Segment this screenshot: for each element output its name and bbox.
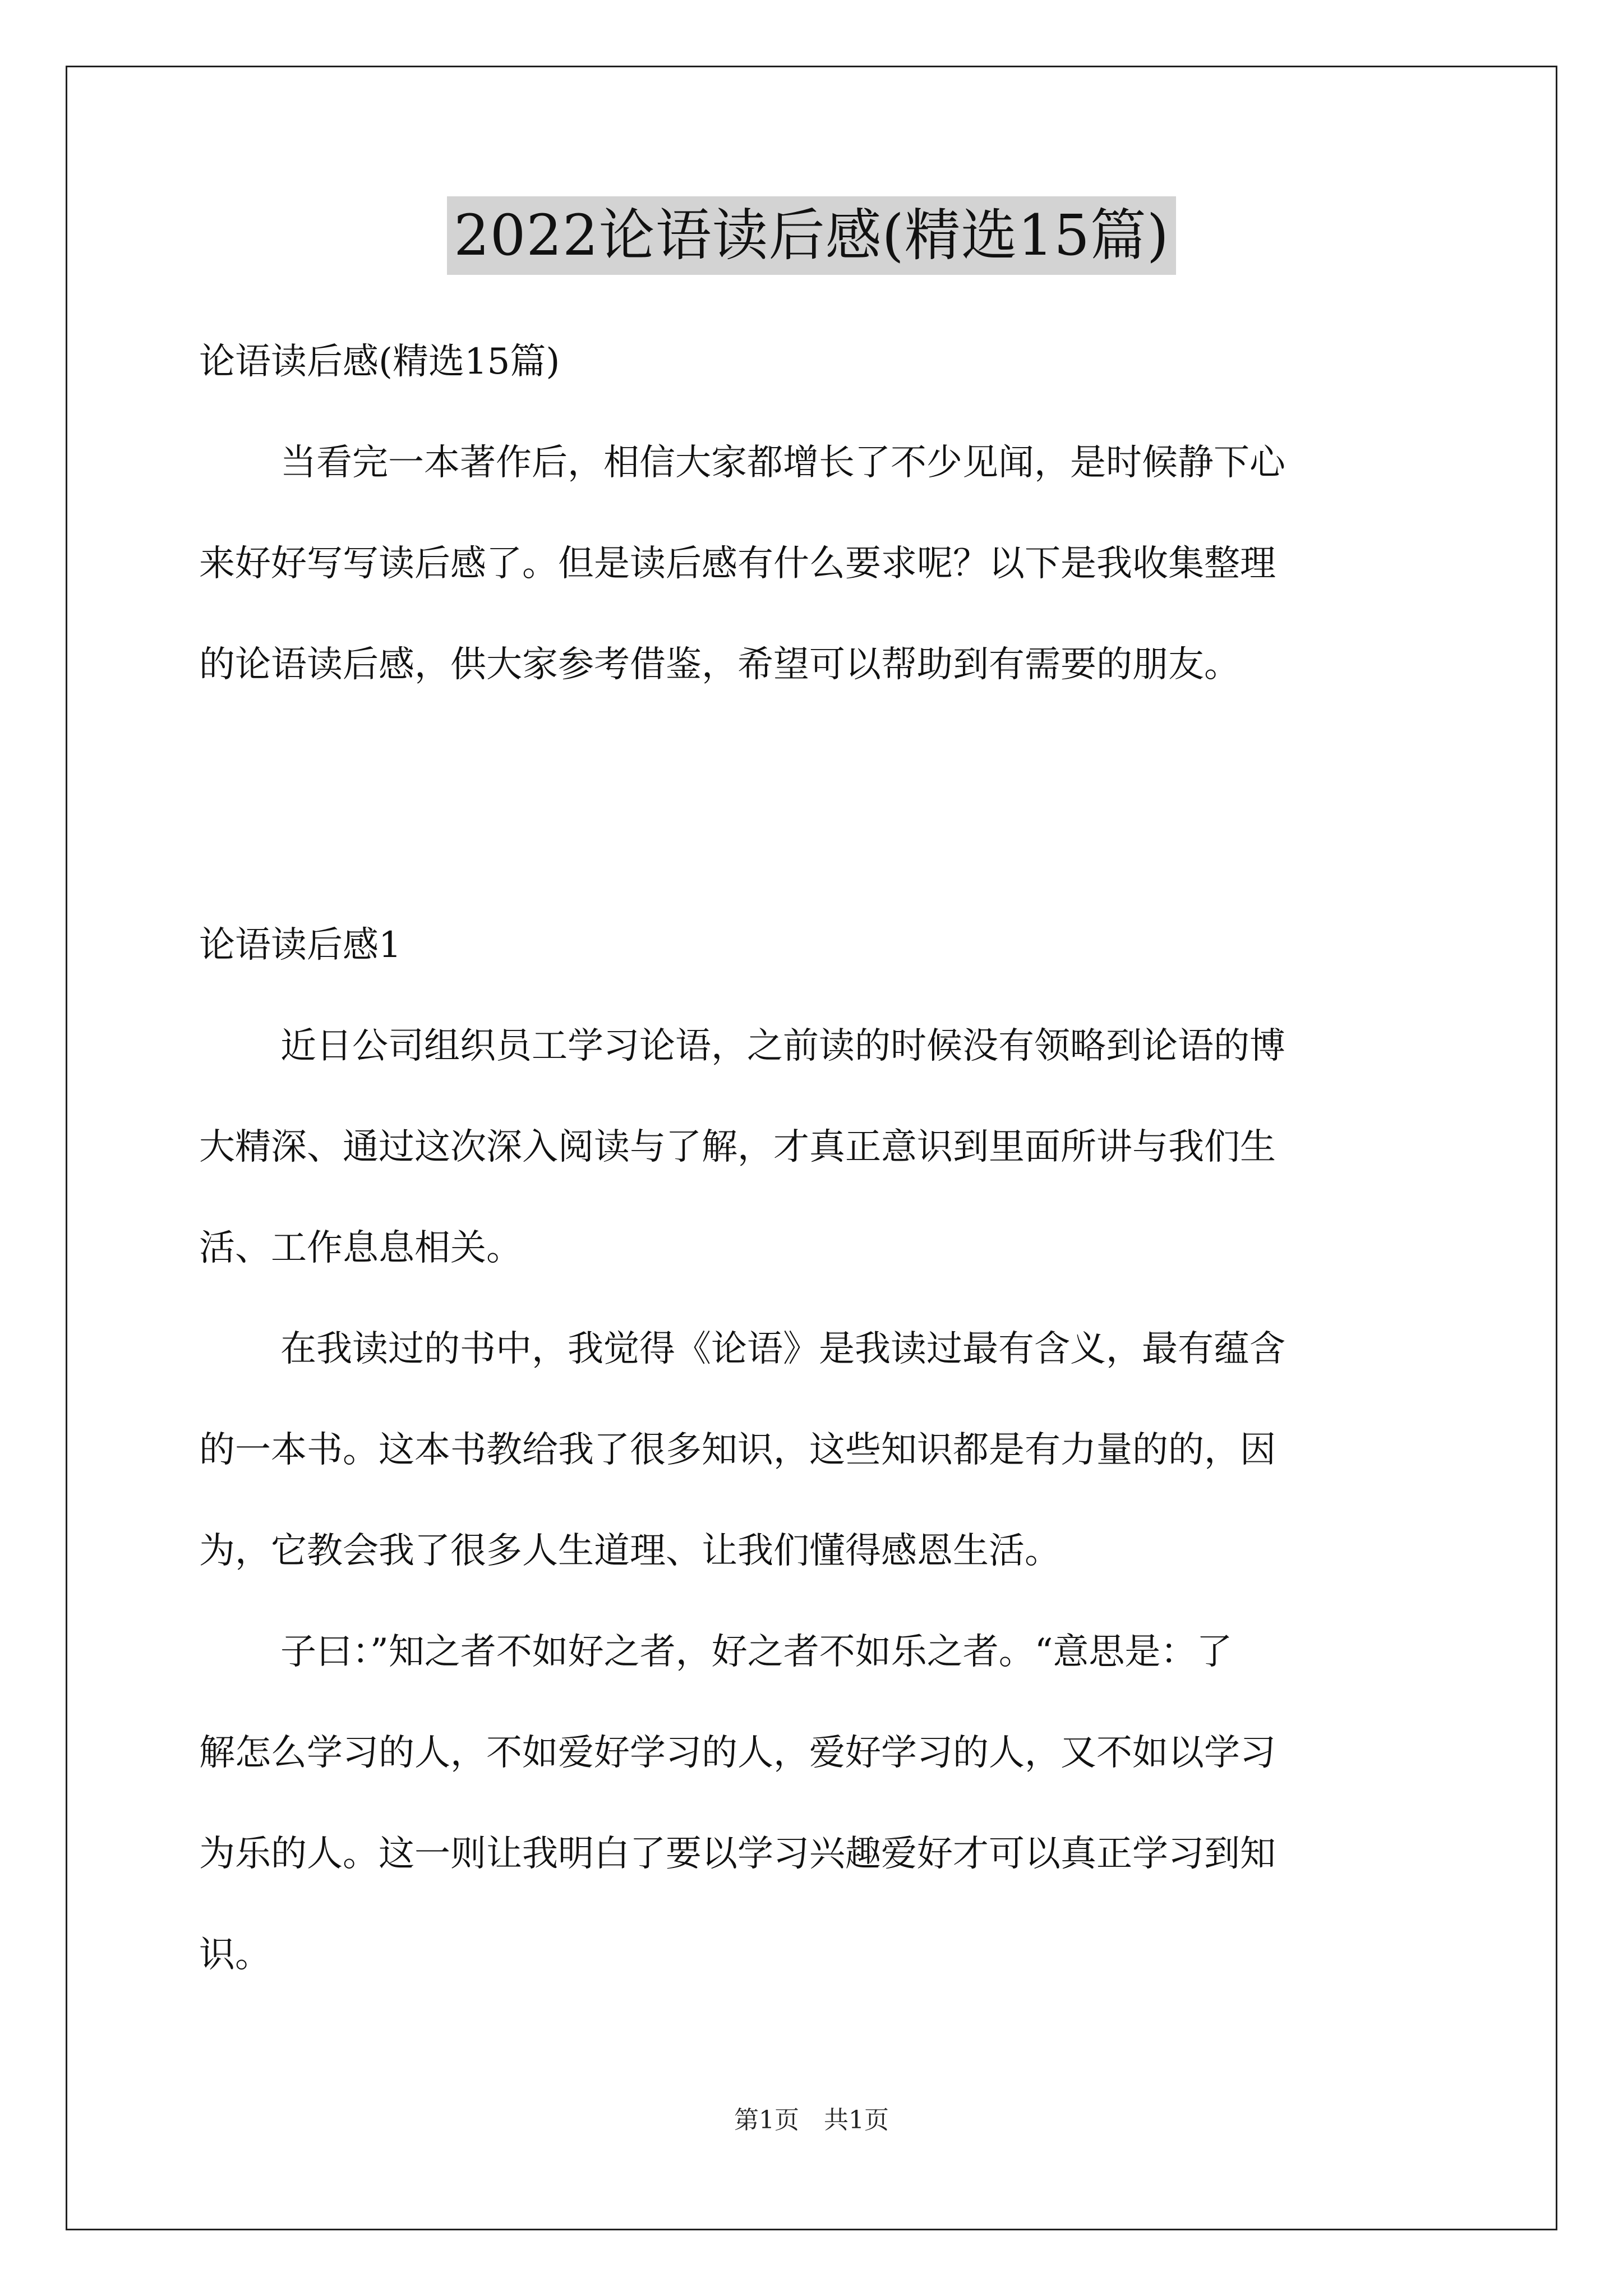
document-body — [199, 311, 1427, 2005]
paragraph-3 — [199, 1602, 1427, 2005]
intro-line: 来好好写写读后感了。但是读后感有什么要求呢？以下是我收集整理 — [199, 543, 1276, 585]
paragraph-1 — [199, 996, 1427, 1299]
paragraph-line: 的一本书。这本书教给我了很多知识，这些知识都是有力量的的，因 — [199, 1429, 1276, 1471]
paragraph-line: 在我读过的书中，我觉得《论语》是我读过最有含义，最有蕴含 — [280, 1328, 1285, 1370]
paragraph-line: 为乐的人。这一则让我明白了要以学习兴趣爱好才可以真正学习到知 — [199, 1833, 1276, 1875]
document-title — [0, 196, 1623, 275]
section-heading: 论语读后感1 — [199, 924, 402, 966]
intro-paragraph — [199, 412, 1427, 715]
intro-line: 当看完一本著作后，相信大家都增长了不少见闻，是时候静下心 — [280, 442, 1285, 484]
paragraph-line: 为，它教会我了很多人生道理、让我们懂得感恩生活。 — [199, 1530, 1061, 1572]
paragraph-2 — [199, 1299, 1427, 1602]
paragraph-line: 活、工作息息相关。 — [199, 1227, 522, 1269]
intro-line: 的论语读后感，供大家参考借鉴，希望可以帮助到有需要的朋友。 — [199, 644, 1240, 685]
document-title-text: 2022论语读后感(精选15篇) — [447, 196, 1176, 275]
paragraph-line: 子曰：”知之者不如好之者，好之者不如乐之者。“意思是：了 — [280, 1631, 1233, 1673]
subtitle: 论语读后感(精选15篇) — [199, 341, 560, 383]
spacer — [199, 715, 1427, 895]
paragraph-line: 大精深、通过这次深入阅读与了解，才真正意识到里面所讲与我们生 — [199, 1126, 1276, 1168]
page-footer: 第1页 共1页 — [734, 2106, 889, 2134]
paragraph-line: 近日公司组织员工学习论语，之前读的时候没有领略到论语的博 — [280, 1025, 1285, 1067]
paragraph-line: 识。 — [199, 1934, 271, 1976]
paragraph-line: 解怎么学习的人，不如爱好学习的人，爱好学习的人，又不如以学习 — [199, 1732, 1276, 1774]
